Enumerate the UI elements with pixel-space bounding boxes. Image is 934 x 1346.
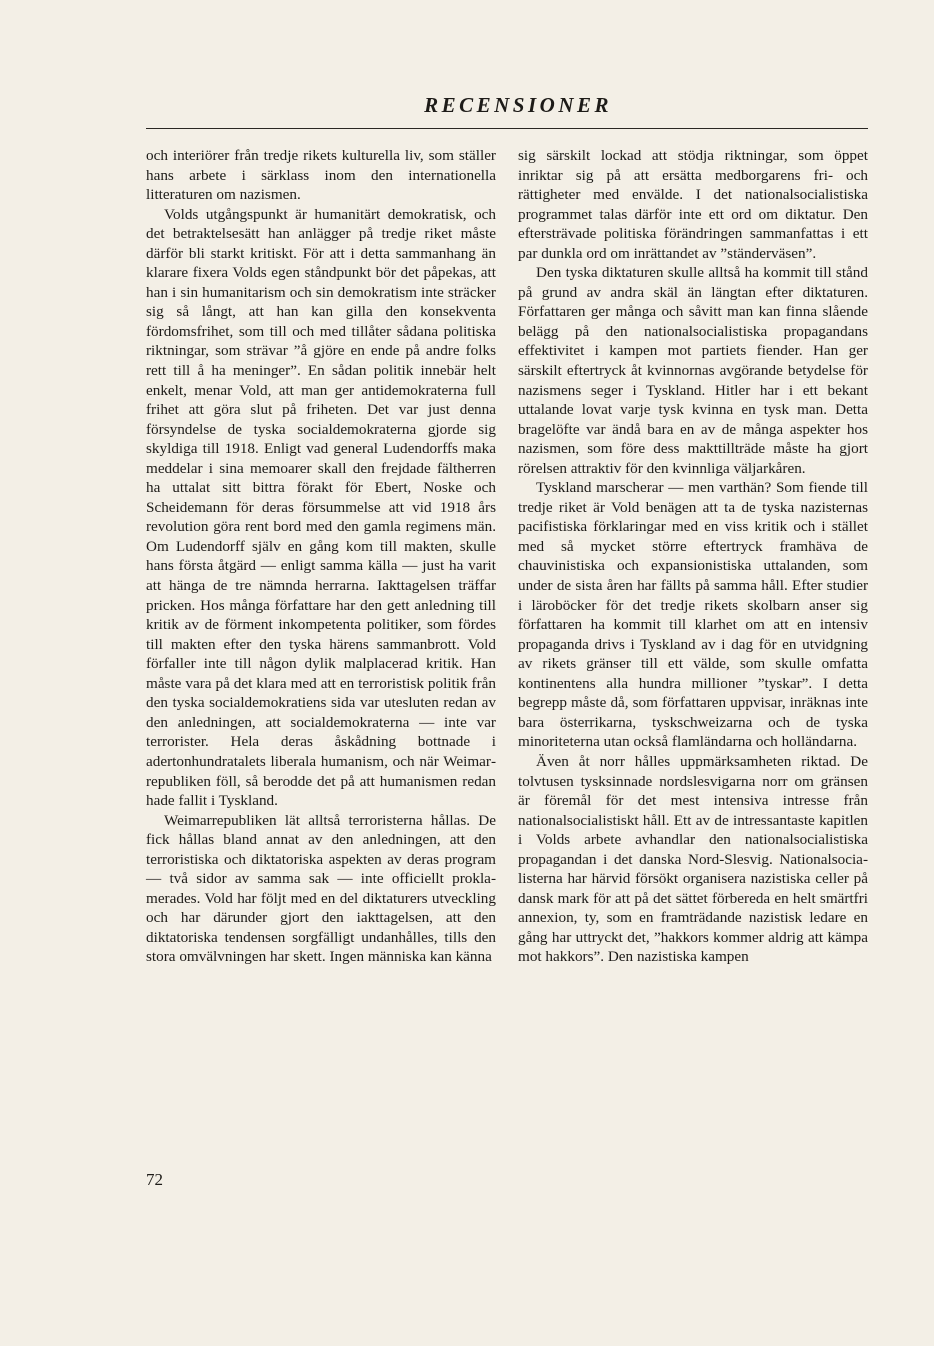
paragraph: Den tyska diktaturen skulle alltså ha kommit till stånd på grund av andra skäl än längtan efter diktaturen. Författaren ger många och såvitt man kan finna slående belägg på den nationalsocialistiska propagandans effektivitet i kampen mot partiets fiender. Han ger särskilt eftertryck åt kvinnornas avgörande betydelse för nazismens seger i Tyskland. Hitler har i ett bekant uttalande lovat varje tysk kvinna en tysk man. Detta bragelöfte var ändå bara en av de många aspekter hos nazismen, som före dess makttillträde måste ha gjort rörelsen attraktiv för den kvinnliga väljarkåren. (518, 264, 868, 477)
left-column (146, 146, 496, 967)
paragraph: Weimarrepubliken lät alltså terroristerna hållas. De fick hållas bland annat av den anledningen, att den terroristiska och diktatoriska aspekten av deras program — två sidor av samma sak — inte officiellt proklamerades. Vold har följt med en del diktaturers utveckling och har därunder gjort den iakttagelsen, att den diktatoriska tendensen sorgfälligt undanhålles, tills den stora omvälvningen har skett. Ingen människa kan känna (146, 811, 496, 966)
paragraph: Tyskland marscherar — men varthän? Som fiende till tredje riket är Vold benägen att ta de tyska nazisternas pacifistiska förklaringar med en viss kritik och i stället med så mycket större eftertryck framhäva de chauvinistiska och expansionistiska uttalanden, som under de sista åren har fällts på samma håll. Efter studier i läroböcker för det tredje rikets skolbarn anser sig författaren ha kommit till klarhet om att en intensiv propaganda drivs i Tyskland av i dag för en utvidgning av rikets gränser till ett välde, som skulle omfatta kontinentens alla hundra millioner ”tyskar”. I detta begrepp måste då, som författaren uppvisar, inräknas inte bara österrikarna, tyskschweizarna och de tyska minoriteterna utan också flamländarna och holländarna. (518, 479, 868, 751)
paragraph: och interiörer från tredje rikets kulturella liv, som ställer hans arbete i särklass inom den internationella litteraturen om nazismen. (146, 147, 496, 204)
paragraph: Volds utgångspunkt är humanitärt demokratisk, och det betraktelsesätt han anlägger på tredje riket måste därför bli starkt kritiskt. För att i detta sammanhang än klarare fixera Volds egen ståndpunkt bör det påpekas, att han i sin humanitarism och sin demokratism inte sträcker sig så långt, att han kan gilla den konsekventa fördomsfrihet, som till och med tillåter sådana politiska riktningar, som strävar ”å gjöre en ende på andre folks rett till å ha meninger”. En sådan politik innebär helt enkelt, menar Vold, att man ger antidemokraterna full frihet att göra slut på friheten. Det var just denna försyndelse de tyska socialdemokraterna gjorde sig skyldiga till 1918. Enligt vad general Ludendorffs maka meddelar i sina memoarer skall den frejdade fältherren ha uttalat sitt bittra förakt för Ebert, Noske och Scheidemann för deras försummelse att vid 1918 års revolution göra rent bord med den gamla regimens män. Om Ludendorff själv en gång kom till makten, skulle hans första åtgärd — enligt samma källa — just ha varit att hänga de tre nämnda herrarna. Iakttagelsen träffar pricken. Hos många författare har den gett anledning till kritik av de förment inkompetenta politiker, som fördes till makten efter den tyska härens sammanbrott. Vold förfaller inte till någon dylik malplacerad kritik. Han måste vara på det klara med att en terroristisk politik från den tyska socialdemokratiens sida var utesluten redan av den anledningen, att socialdemokraterna — inte var terrorister. Hela deras åskådning bottnade i adertonhundratalets liberala humanism, och när Weimarrepubliken föll, så berodde det på att humanismen redan hade fallit i Tyskland. (146, 205, 496, 810)
running-head (146, 92, 868, 129)
page-number: 72 (146, 1170, 163, 1189)
section-title: RECENSIONER (424, 93, 612, 117)
right-column (518, 146, 868, 967)
paragraph: sig särskilt lockad att stödja riktningar, som öppet inriktar sig på att ersätta medborgarens fri- och rättigheter med envälde. I det nationalsocialistiska programmet talas därför inte ett ord om diktatur. Den eftersträvade politiska förändringen sammanfattas i ett par dunkla ord om inrättandet av ”ständerväsen”. (518, 147, 868, 262)
paragraph: Även åt norr hålles uppmärksamheten riktad. De tolvtusen tysksinnade nordslesvigarna norr om gränsen är föremål för det mest intensiva intresse från nationalsocialistiskt håll. Ett av de intressantaste kapitlen i Volds arbete avhandlar den nationalsocialistiska propagandan i det danska Nord-Slesvig. Nationalsocialisterna har härvid försökt organisera nazistiska celler på dansk mark för att på det sättet förbereda en helt smärtfri annexion, ty, som en framträdande nazistisk ledare en gång har uttryckt det, ”hakkors kommer aldrig att kämpa mot hakkors”. Den nazistiska kampen (518, 752, 868, 966)
